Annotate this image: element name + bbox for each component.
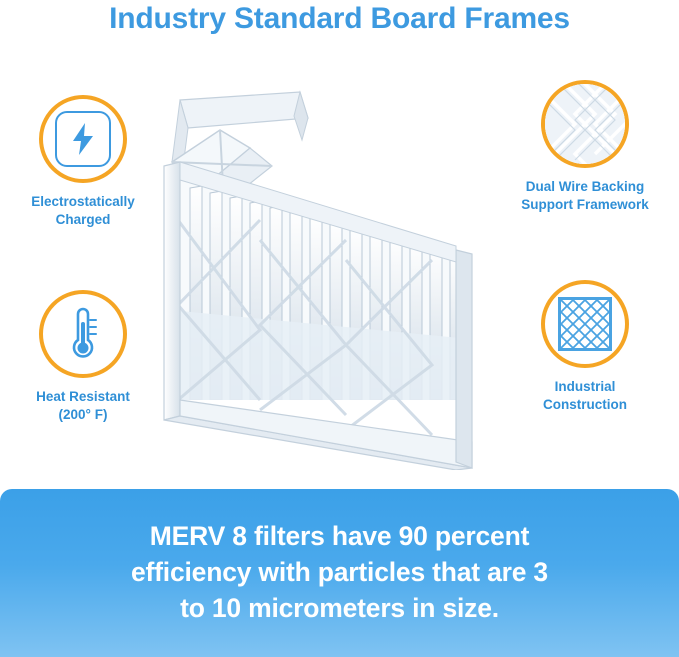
feature-icon-circle (541, 80, 629, 168)
merv-rating-banner (0, 489, 679, 657)
feature-heat-resistant (8, 290, 158, 424)
feature-caption-line2: (200° F) (58, 407, 108, 423)
feature-caption (510, 178, 660, 214)
feature-electrostatically-charged (8, 95, 158, 229)
feature-icon-circle (541, 280, 629, 368)
feature-caption-line1: Dual Wire Backing (525, 179, 645, 194)
lightning-bolt-icon (55, 111, 111, 167)
banner-line-1: MERV 8 filters have 90 percent (149, 521, 530, 552)
feature-caption (8, 193, 158, 229)
feature-dual-wire-backing (510, 80, 660, 214)
thermometer-icon (60, 306, 106, 362)
feature-caption-line2: Support Framework (521, 197, 649, 213)
feature-icon-circle (39, 95, 127, 183)
feature-industrial-construction (510, 280, 660, 414)
page-title: Industry Standard Board Frames (109, 2, 570, 35)
feature-caption-line1: Electrostatically (31, 194, 135, 209)
banner-line-3: to 10 micrometers in size. (180, 592, 499, 623)
wire-mesh-icon (545, 84, 625, 164)
feature-caption (8, 388, 158, 424)
pleated-air-filter-illustration (150, 70, 510, 470)
feature-caption-line2: Charged (55, 212, 111, 228)
banner-text (30, 519, 650, 626)
feature-caption (510, 378, 660, 414)
feature-caption-line1: Industrial (554, 379, 616, 394)
feature-caption-line1: Heat Resistant (36, 389, 130, 404)
mesh-square-icon (558, 297, 612, 351)
feature-icon-circle (39, 290, 127, 378)
banner-line-2: efficiency with particles that are 3 (131, 557, 548, 588)
feature-caption-line2: Construction (543, 397, 627, 413)
